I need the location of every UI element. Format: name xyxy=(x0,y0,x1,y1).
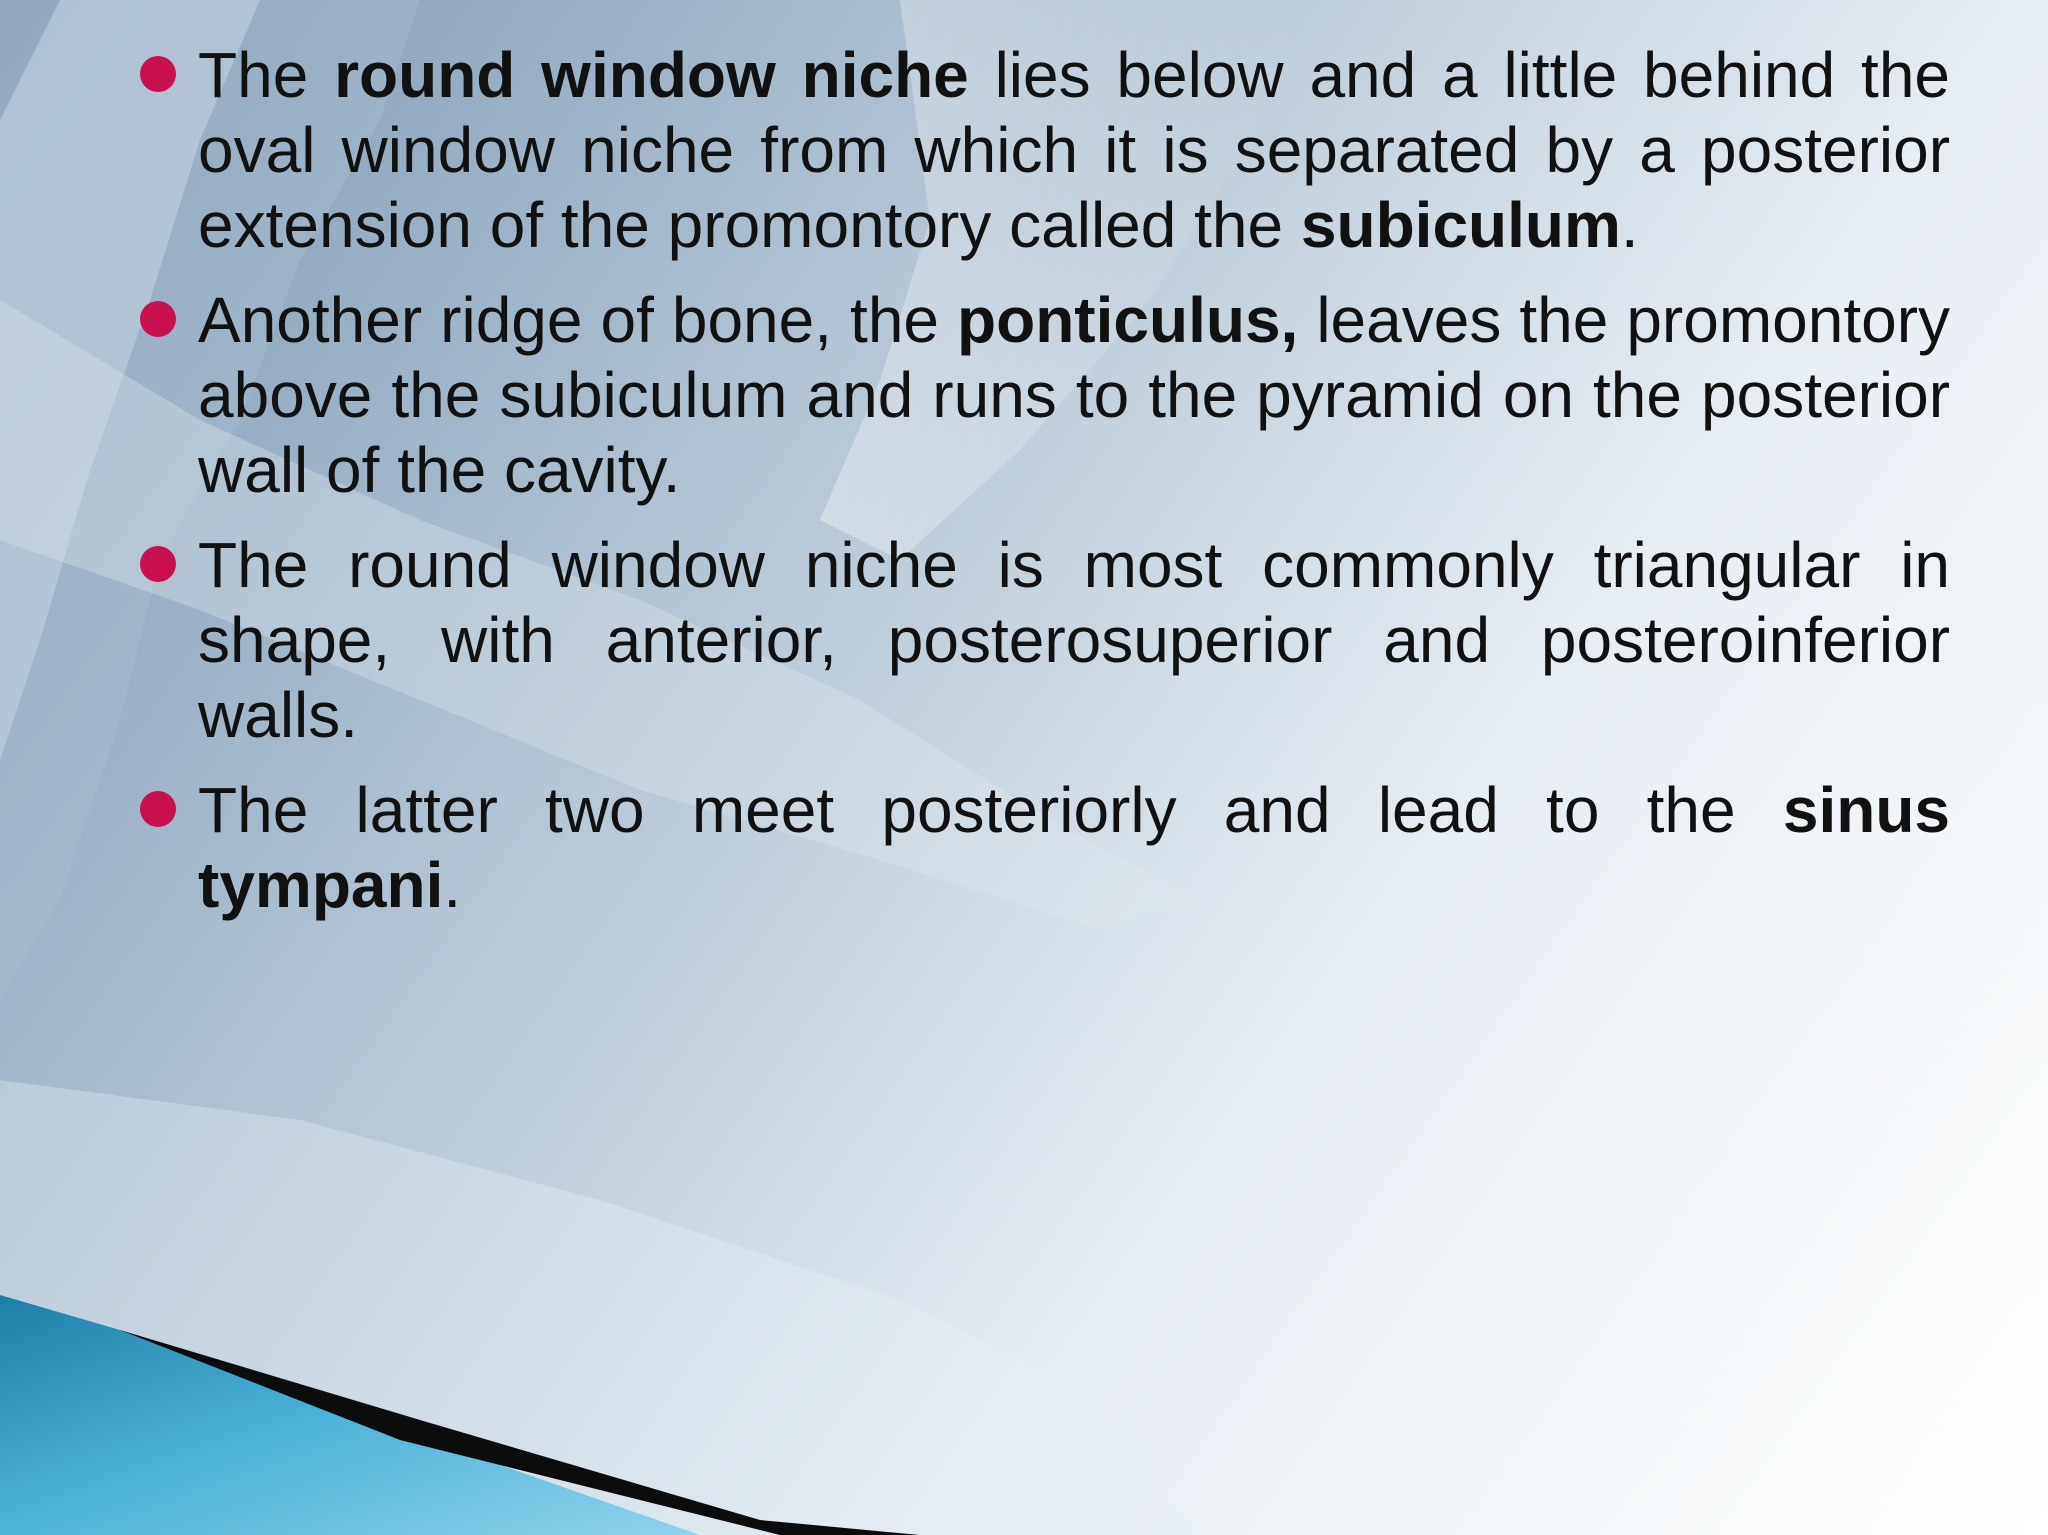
bullet-dot-icon xyxy=(140,301,176,337)
text-run: Another ridge of bone, the xyxy=(198,284,958,356)
bullet-list xyxy=(140,38,1950,943)
bullet-text xyxy=(198,773,1950,923)
text-run: . xyxy=(1620,189,1639,261)
text-run: lies below and a little behind the oval window niche from which it is separated by a posterior extension of the promontory called the xyxy=(198,39,1951,261)
bold-term: subiculum xyxy=(1300,189,1621,261)
bold-term: round window niche xyxy=(334,39,969,111)
bold-term: sinus tympani xyxy=(198,774,1950,921)
text-run: The latter two meet posteriorly and lead to the xyxy=(198,774,1783,846)
bullet-item xyxy=(140,283,1950,508)
bullet-item xyxy=(140,773,1950,923)
bullet-dot-icon xyxy=(140,546,176,582)
text-run: leaves the promontory above the subiculum and runs to the pyramid on the posterior wall of the cavity. xyxy=(198,284,1951,506)
bullet-text xyxy=(198,528,1950,753)
text-run: . xyxy=(443,849,462,921)
text-run: The xyxy=(198,39,335,111)
bullet-item xyxy=(140,38,1950,263)
bold-term: ponticulus, xyxy=(957,284,1299,356)
bullet-dot-icon xyxy=(140,791,176,827)
bullet-item xyxy=(140,528,1950,753)
bullet-text xyxy=(198,38,1950,263)
bullet-text xyxy=(198,283,1950,508)
text-run: The round window niche is most commonly triangular in shape, with anterior, posterosuperior and posteroinferior walls. xyxy=(198,529,1950,751)
bullet-dot-icon xyxy=(140,56,176,92)
